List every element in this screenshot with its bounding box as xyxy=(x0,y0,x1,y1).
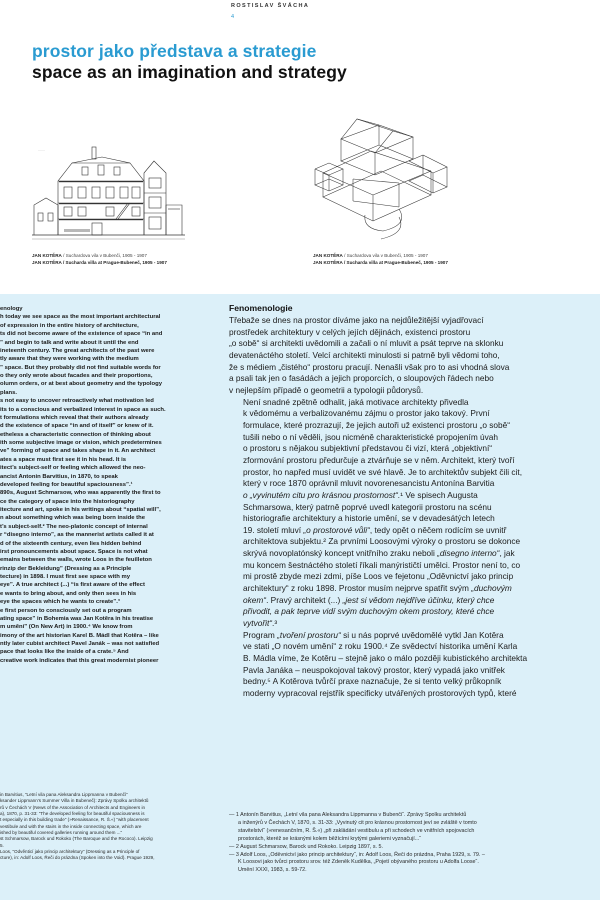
text-line: ” and begin to talk and write about it until the end xyxy=(0,339,139,346)
text-line: tecture) in 1898. I must first see space with my xyxy=(0,574,130,580)
text-line: mi prostě zbyde mezi zdmi, píše Loos ve fejetonu „Oděvnictví jako princip xyxy=(243,571,514,582)
text-line: itect’s subject-self or feeling which allowed the neo- xyxy=(0,465,146,472)
text-line: eye the spaces which he wants to create”.³ xyxy=(0,599,120,606)
text-line xyxy=(229,618,599,630)
text-line: of expression in the entire history of architecture, xyxy=(0,322,139,329)
text-line: architektova subjektu.² Za prvními Loosovými výroky o prostoru se dokonce xyxy=(243,536,521,547)
italic-quote: „jest si vědom nejdříve účinku, který chce xyxy=(342,594,495,605)
text-line: tušili nebo o ní věděli, jsou nicméně charakteristické propojením úvah xyxy=(243,431,499,442)
footnote-line: K Loosovi jako tvůrci prostoru srov. též Zdeněk Kudělka, „Pojetí obývaného prostoru u Adolfa Loose“. xyxy=(238,859,479,866)
paragraph-2 xyxy=(229,397,599,630)
text-line: moderny vypracoval rejstřík specificky utvářených prostorových typů, které xyxy=(243,688,517,698)
text-line: pace that looks like the inside of a crate.⁵ And xyxy=(0,649,129,656)
text-line: o they only wrote about facades and their proportions, xyxy=(0,373,153,379)
text-line: ating space” in Bohemia was Jan Kotěra in his treatise xyxy=(0,615,154,622)
text-line: etheless a characteristic connection of thinking about xyxy=(0,431,151,438)
italic-quote: vytvořit“ xyxy=(243,618,273,629)
english-footnotes xyxy=(0,792,155,862)
text-line: ancist Antonin Barvitius, in 1870, to speak xyxy=(0,473,118,480)
italic-quote: přivodit, a pak teprve vidí svým duchovým okem prostory, které chce xyxy=(243,606,495,617)
text-run: Program xyxy=(243,629,278,640)
italic-quote: „disegno interno“ xyxy=(437,548,500,559)
text-line: irst pronouncements about space. Space is not what xyxy=(0,548,148,555)
text-line: t especially in this building trade” (»Renaissance, R. Š.«) “with placement xyxy=(0,817,149,823)
text-line: ts did not become aware of the existence of space “in and xyxy=(0,331,163,338)
text-line: tly aware that they were working with the medium xyxy=(0,356,139,363)
text-line: ineteenth century. The great architects of the past were xyxy=(0,347,155,354)
text-line: in Barvitius, “Letní vila pana Aleksandra Lippmanna v Bubenčí” xyxy=(0,792,128,797)
caption-text: / Suchardova vila v Bubenči, 1905 - 1907 xyxy=(61,253,147,258)
text-run: , tedy opět o něčem rodícím se uvnitř xyxy=(369,524,507,535)
text-line: B. Mádla víme, že Kotěru – stejně jako o málo později kubistického architekta xyxy=(243,653,528,664)
text-line xyxy=(229,583,599,595)
text-line: prostředek architektury v celých jejích dějinách, existenci prostoru xyxy=(229,326,471,337)
text-line xyxy=(229,606,599,618)
czech-column xyxy=(229,303,599,700)
text-run: , jak xyxy=(499,548,515,559)
text-line: prostor, ho napřed musí uvidět ve své hlavě. Je to architektův subjekt čili cit, xyxy=(243,466,523,477)
figure-right-caption-english: JAN KOTĚRA / Sucharda villa at Prague-Bubeneč, 1905 - 1907 xyxy=(313,260,448,265)
footnote-line: — 1 Antonín Barvitius, „Letní vila pana Aleksandra Lippmanna v Bubenči“. Zprávy Spolku architektů xyxy=(229,812,467,818)
text-line: devatenáctého století. Velcí architekti minulosti si patrně byli vědomi toho, xyxy=(229,349,500,360)
text-line: cture), in: Adolf Loos, Řeči do prázdna (Spoken into the Void). Prague 1929, xyxy=(0,855,155,861)
text-line: ished by beautiful covered galleries running around them ...” xyxy=(0,830,123,836)
text-line xyxy=(229,630,599,642)
text-line: a psali tak jen o fasádách a jejich proporcích, o sloupových řádech nebo xyxy=(229,373,494,384)
text-line: itecture and art, spoke in his writings about “spatial will”, xyxy=(0,507,161,513)
footnote-line: stavitelství“ (»renesančním, R. Š.«) „při zaklädání vestibulu a při schodech ve vnitřních spojovacích xyxy=(238,827,475,834)
text-line: zformování prostoru předurčuje a ztvárňuje se v něm. Architekt, který tvoří xyxy=(243,454,515,465)
text-line: ates a space must first see it in his head. It is xyxy=(0,456,127,463)
paragraph-3 xyxy=(229,630,599,700)
text-line: o prostoru s nějakou subjektivní představou či vizí, která „objektivní“ xyxy=(243,443,493,454)
text-line: který v roce 1870 oprávnil mluvit novorenesancistu Antonína Barvitia xyxy=(243,478,495,489)
czech-body-text xyxy=(229,315,599,700)
text-line: developed feeling for beautiful spaciousness”.¹ xyxy=(0,481,133,488)
text-line: t formulations which reveal that their authors already xyxy=(0,414,149,421)
italic-quote: „tvoření prostoru“ xyxy=(277,629,341,640)
italic-quote: o „vyvinutém citu pro krásnou prostornost“. xyxy=(243,489,401,500)
text-line: k vědomému a verbalizovanému zájmu o prostor jako takový. První xyxy=(243,408,490,419)
text-line: Není snadné zpětně odhalit, jaká motivace architekty přivedla xyxy=(243,396,469,407)
text-line: plans. xyxy=(0,389,18,396)
text-line: ntly later cubist architect Pavel Janák – was not satisfied xyxy=(0,641,160,647)
czech-footnotes xyxy=(229,812,569,875)
text-line: Pavla Janáka – neuspokojoval takový prostor, který vypadá jako vnitřek xyxy=(243,664,505,675)
text-line: ve” forming of space and takes shape in it. An architect xyxy=(0,448,156,455)
text-run: si u nás poprvé uvědomělé vytkl Jan Kotěra xyxy=(340,629,504,640)
text-line: ve stati „O novém umění“ z roku 1900.⁴ Ze svědectví historika umění Karla xyxy=(243,641,518,652)
text-line: mu koncem šestnáctého století říkali manýrističtí umělci. Prostor není to, co xyxy=(243,559,521,570)
text-line: d of the sixteenth century, even lies hidden behind xyxy=(0,540,142,547)
text-line: Schmarsowa, který patrně poprvé uvedl kategorii prostoru na scénu xyxy=(243,501,492,512)
text-line: Loos, “Odvěnticí jako princip architektury” (Dressing as a Principle of xyxy=(0,849,140,855)
title-czech: prostor jako představa a strategie xyxy=(32,41,317,61)
text-line: t’s subject-self.² The neo-platonic concept of internal xyxy=(0,523,148,530)
text-line xyxy=(229,595,599,607)
text-line: st Schmarsow, Barock und Rokoko (The Baroque and the Rococo). Leipzig xyxy=(0,836,153,842)
text-line: Třebaže se dnes na prostor díváme jako na nejdůležitější vyjadřovací xyxy=(229,315,484,325)
text-line: historiografie architektury a historie umění, se v devadesátých letech xyxy=(243,513,495,524)
figure-left-caption-english: JAN KOTĚRA / Sucharda villa at Prague-Bubeneč, 1905 - 1907 xyxy=(32,260,167,265)
footnote-line: Umění XXXI, 1983, s. 59-72. xyxy=(238,867,307,874)
text-line: m umění” (On New Art) in 1900.⁴ We know from xyxy=(0,624,133,631)
footnote-line: — 2 August Schmarsow, Barock und Rokoko. Leipzig 1897, s. 5. xyxy=(229,843,384,850)
caption-author: JAN KOTĚRA xyxy=(313,253,343,258)
text-line: h today we see space as the most important architectural xyxy=(0,314,161,321)
villa-axonometric-drawing xyxy=(313,117,451,242)
english-column xyxy=(0,305,200,895)
footnote-line: prostorách, kteréž se krásnými kolem běžícími krytými galeriemi vyznačují...“ xyxy=(238,835,422,842)
header-author: ROSTISLAV ŠVÁCHA xyxy=(231,3,310,9)
text-run: skrývá novoplatónský koncept vnitřního zraku neboli xyxy=(243,548,438,559)
footnote-line: a inženýrů v Čechách V, 1870, s. 31-33: „Vyvinutý cit pro krásnou prostornost jeví se zvláště v tomto xyxy=(238,819,477,826)
caption-author: JAN KOTĚRA xyxy=(32,253,62,258)
text-line: ith some subjective image or vision, which predetermines xyxy=(0,440,162,446)
paragraph-1 xyxy=(229,315,599,397)
page-number: 4 xyxy=(231,14,235,20)
text-line: emains between the walls, wrote Loos in the feuilleton xyxy=(0,557,152,564)
section-heading: Fenomenologie xyxy=(229,303,293,313)
text-line: v nejlepším případě o geometrii a typologii půdorysů. xyxy=(229,384,424,395)
text-line: 890s, August Schmarsow, who was apparently the first to xyxy=(0,490,161,497)
text-line: bedny.⁵ A Kotěrova tvůrčí praxe naznačuje, že si tento velký průkopník xyxy=(243,676,502,687)
text-line: „o sobě“ si architekti uvědomili a začali o ní mluvit a psát teprve na sklonku xyxy=(229,338,504,349)
text-line xyxy=(229,525,599,537)
text-run: architektury“ z roku 1898. Prostor musím nejprve spatřit svým xyxy=(243,583,472,594)
text-line: creative work indicates that this great modernist pioneer xyxy=(0,657,159,664)
text-line: e wants to bring about, and only then sees in his xyxy=(0,590,137,597)
figure-right-caption-czech xyxy=(313,253,428,258)
text-line: enology xyxy=(0,306,23,312)
text-line: formulace, které prozrazují, že jejich autoři už existenci prostoru „o sobě“ xyxy=(243,419,510,430)
italic-quote: „duchovým xyxy=(471,583,512,594)
text-line: s not easy to uncover retroactively what motivation led xyxy=(0,398,154,405)
text-line: ksander Lippmann’s Summer Villa in Bubeneč): Zprávy Spolku architektů xyxy=(0,798,149,804)
text-line: d the existence of space “in and of itself” or knew of it. xyxy=(0,423,154,430)
text-line: 5. xyxy=(0,842,4,848)
title-english: space as an imagination and strategy xyxy=(32,62,347,82)
text-line xyxy=(229,548,599,560)
svg-text:·······: ······· xyxy=(38,148,45,152)
villa-section-drawing xyxy=(32,143,185,242)
text-run: 19. století mluví xyxy=(243,524,304,535)
text-line: imony of the art historian Karel B. Mádl that Kotěra – like xyxy=(0,632,159,639)
text-line: a), 1870, p. 31-33: “The developed feeling for beautiful spaciousness is xyxy=(0,811,145,817)
text-line: rů v Čechách V (News of the Association of Architects and Engineers in xyxy=(0,804,146,810)
text-line: vestibule and with the stairs in the inside connecting space, which are xyxy=(0,823,142,829)
text-run: . Pravý architekt (...) xyxy=(266,594,343,605)
figure-left-caption-czech xyxy=(32,253,147,258)
text-line: ce the category of space into the historiography xyxy=(0,498,135,505)
text-line: ” space. But they probably did not find suitable words for xyxy=(0,364,161,371)
text-line: its to a conscious and verbalized interest in space as such. xyxy=(0,406,166,413)
text-line: n about something which was being born inside the xyxy=(0,515,145,522)
text-line: r “disegno interno”, as the mannerist artists called it at xyxy=(0,532,154,539)
footnote-ref: ¹ Ve spisech Augusta xyxy=(400,489,478,500)
text-line: olumn orders, or at best about geometry and the typology xyxy=(0,381,163,388)
italic-quote: „o prostorové vůli“ xyxy=(303,524,370,535)
english-body-text xyxy=(0,305,200,665)
text-line: rinzip der Bekleidung” (Dressing as a Principle xyxy=(0,565,132,572)
footnote-line: — 3 Adolf Loos, „Oděvnictví jako princip architektury“, in: Adolf Loos, Řeči do prázdna, Praha 1929, s. 79. – xyxy=(229,851,485,858)
italic-quote: okem“ xyxy=(243,594,267,605)
text-line xyxy=(229,490,599,502)
text-line: že s médiem „čistého“ prostoru pracují. Nenašli však pro to asi vhodná slova xyxy=(229,361,510,372)
caption-text: / Suchardova vila v Bubenči, 1905 - 1907 xyxy=(342,253,428,258)
text-line: eye”. A true architect (...) “is first aware of the effect xyxy=(0,582,145,589)
footnote-ref: .³ xyxy=(272,618,278,629)
text-line: e first person to consciously set out a program xyxy=(0,607,132,614)
